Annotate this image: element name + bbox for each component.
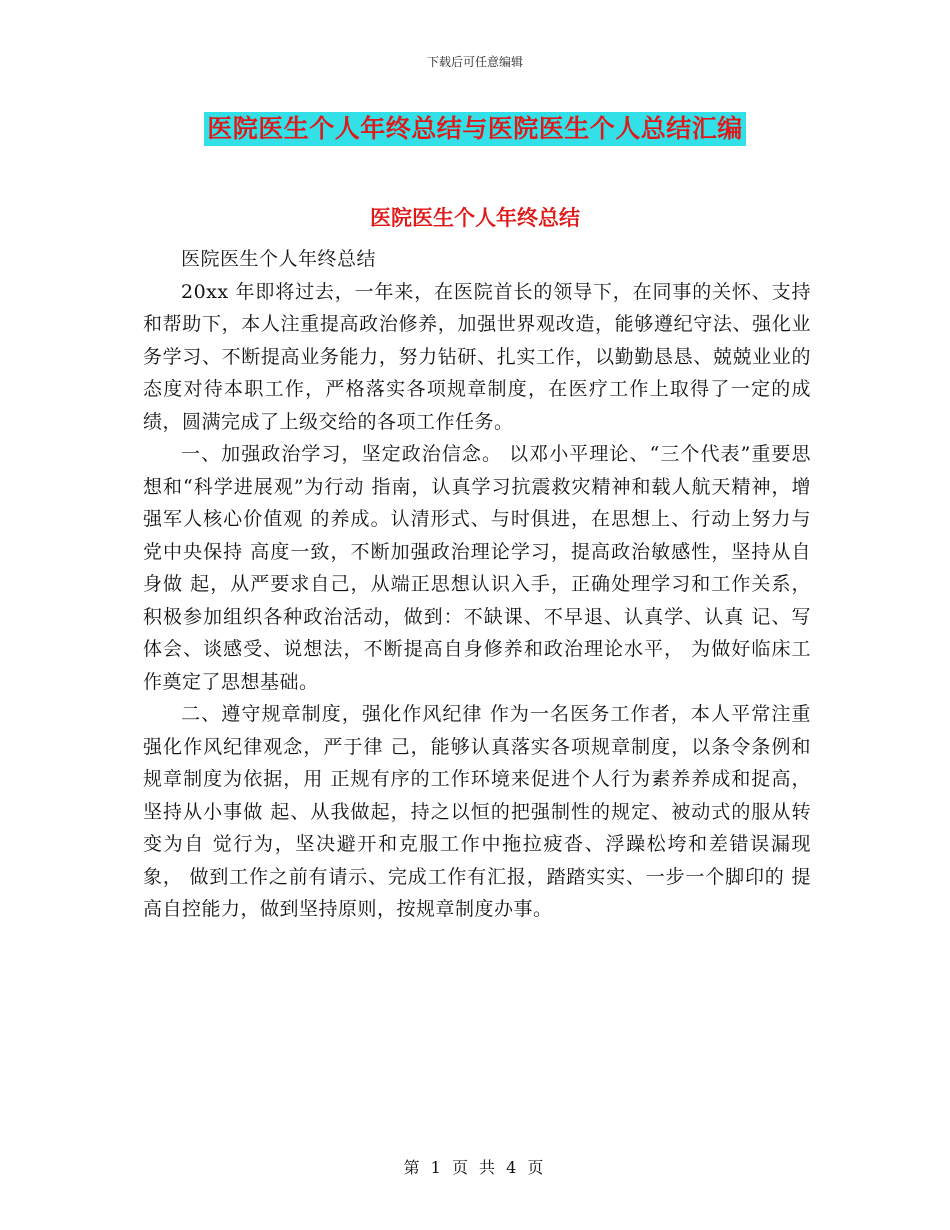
page-number: 第 1 页 共 4 页 [403,1158,547,1177]
paragraph-heading: 医院医生个人年终总结 [181,248,377,270]
paragraph-intro: 20xx 年即将过去，一年来，在医院首长的领导下，在同事的关怀、支持和帮助下，本人注重提高政治修养，加强世界观改造，能够遵纪守法、强化业务学习、不断提高业务能力，努力钻研、扎实工作，以勤勤恳恳、兢兢业业的态度对待本职工作，严格落实各项规章制度，在医疗工作上取得了一定的成绩，圆满完成了上级交给的各项工作任务。 [143,280,811,433]
paragraph-political-study: 一、加强政治学习，坚定政治信念。 以邓小平理论、“三个代表”重要思想和“科学进展观”为行动 指南，认真学习抗震救灾精神和载人航天精神，增强军人核心价值观 的养成。认清形式、与时俱进，在思想上、行动上努力与党中央保持 高度一致，不断加强政治理论学习，提高政治敏感性，坚持从自身做 起，从严要求自己，从端正思想认识入手，正确处理学习和工作关系， 积极参加组织各种政治活动，做到：不缺课、不早退、认真学、认真 记、写体会、谈感受、说想法，不断提高自身修养和政治理论水平， 为做好临床工作奠定了思想基础。 [143,443,811,693]
paragraph-rules-discipline: 二、遵守规章制度，强化作风纪律 作为一名医务工作者，本人平常注重强化作风纪律观念，严于律 己，能够认真落实各项规章制度，以条令条例和规章制度为依据，用 正规有序的工作环境来促进个人行为素养养成和捉高，坚持从小事做 起、从我做起，持之以恒的把强制性的规定、被动式的服从转变为自 觉行为，坚决避开和克服工作中拖拉疲沓、浮躁松垮和差错误漏现象， 做到工作之前有请示、完成工作有汇报，踏踏实实、一步一个脚印的 提高自控能力，做到坚持原则，按规章制度办事。 [143,703,811,920]
section-title: 医院医生个人年终总结 [370,205,580,230]
document-main-title: 医院医生个人年终总结与医院医生个人总结汇编 [204,112,746,146]
main-title-container [0,112,950,146]
header-note: 下载后可任意编辑 [426,55,523,69]
document-body [143,243,811,926]
